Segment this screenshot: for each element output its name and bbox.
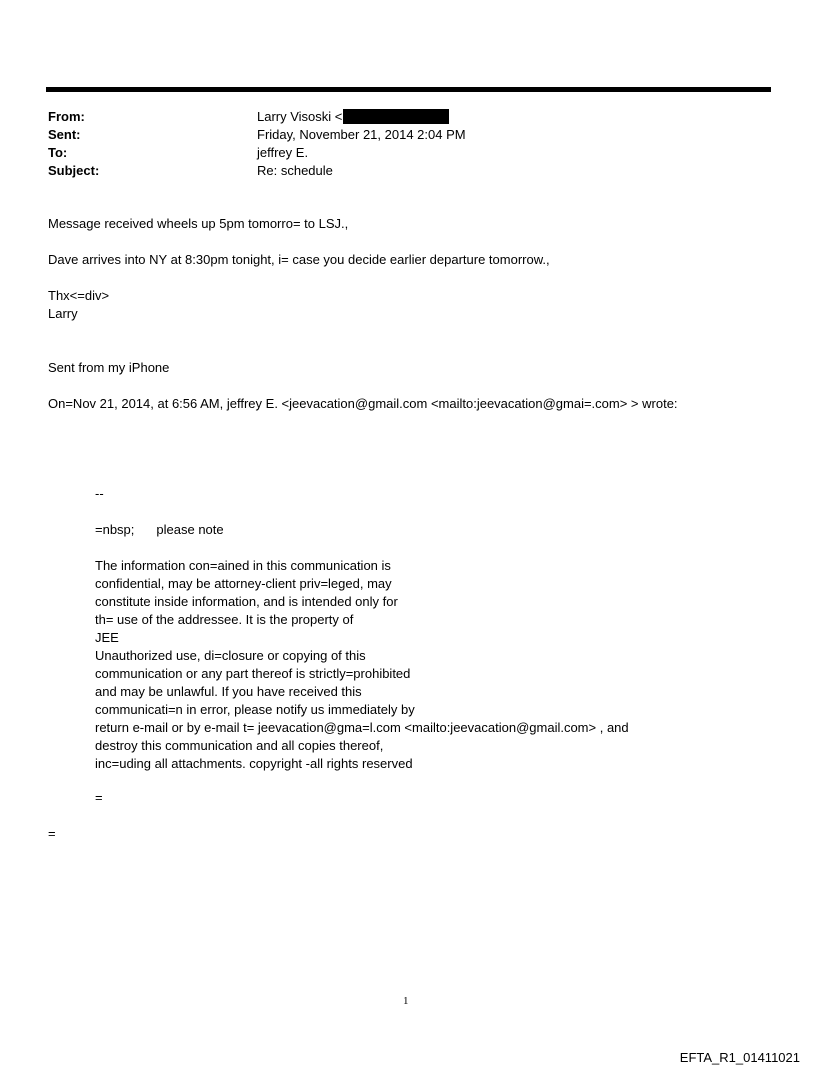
subject-value: Re: schedule bbox=[257, 163, 333, 178]
quote-intro: On=Nov 21, 2014, at 6:56 AM, jeffrey E. <jeevacation@gmail.com <mailto:jeevacation@gmai=.com> > wrote: bbox=[48, 396, 678, 411]
body-line-2: Dave arrives into NY at 8:30pm tonight, i= case you decide earlier departure tomorrow., bbox=[48, 252, 550, 267]
disclaimer-line: confidential, may be attorney-client priv=leged, may bbox=[95, 576, 392, 591]
from-name: Larry Visoski < bbox=[257, 109, 343, 124]
document-id: EFTA_R1_01411021 bbox=[679, 1050, 800, 1065]
sent-value: Friday, November 21, 2014 2:04 PM bbox=[257, 127, 466, 142]
disclaimer-line: communication or any part thereof is strictly=prohibited bbox=[95, 666, 411, 681]
sent-from-line: Sent from my iPhone bbox=[48, 360, 170, 375]
from-label: From: bbox=[48, 109, 85, 124]
subject-label: Subject: bbox=[48, 163, 100, 178]
from-value bbox=[257, 108, 449, 126]
disclaimer-line: constitute inside information, and is intended only for bbox=[95, 594, 398, 609]
please-note-line bbox=[95, 521, 224, 539]
header-rule bbox=[46, 87, 771, 92]
body-line-3: Thx<=div> bbox=[48, 288, 110, 303]
body-line-1: Message received wheels up 5pm tomorro= to LSJ., bbox=[48, 216, 349, 231]
equals-margin: = bbox=[48, 826, 56, 841]
disclaimer-line: Unauthorized use, di=closure or copying of this bbox=[95, 648, 366, 663]
disclaimer-block bbox=[95, 557, 629, 773]
sent-label: Sent: bbox=[48, 127, 81, 142]
disclaimer-line: return e-mail or by e-mail t= jeevacation@gma=l.com <mailto:jeevacation@gmail.com> , and bbox=[95, 720, 629, 735]
equals-indent: = bbox=[95, 790, 103, 805]
disclaimer-line: JEE bbox=[95, 630, 119, 645]
disclaimer-line: and may be unlawful. If you have received this bbox=[95, 684, 362, 699]
redaction-box bbox=[343, 109, 449, 124]
disclaimer-line: communicati=n in error, please notify us immediately by bbox=[95, 702, 415, 717]
disclaimer-line: destroy this communication and all copies thereof, bbox=[95, 738, 384, 753]
signature-dashes: -- bbox=[95, 486, 104, 501]
disclaimer-line: The information con=ained in this communication is bbox=[95, 558, 391, 573]
disclaimer-line: inc=uding all attachments. copyright -all rights reserved bbox=[95, 756, 413, 771]
page-number: 1 bbox=[403, 995, 409, 1007]
to-label: To: bbox=[48, 145, 68, 160]
nbsp-text: =nbsp; bbox=[95, 522, 135, 537]
to-value: jeffrey E. bbox=[257, 145, 309, 160]
please-note-text: please note bbox=[156, 522, 224, 537]
body-line-4: Larry bbox=[48, 306, 78, 321]
disclaimer-line: th= use of the addressee. It is the property of bbox=[95, 612, 354, 627]
